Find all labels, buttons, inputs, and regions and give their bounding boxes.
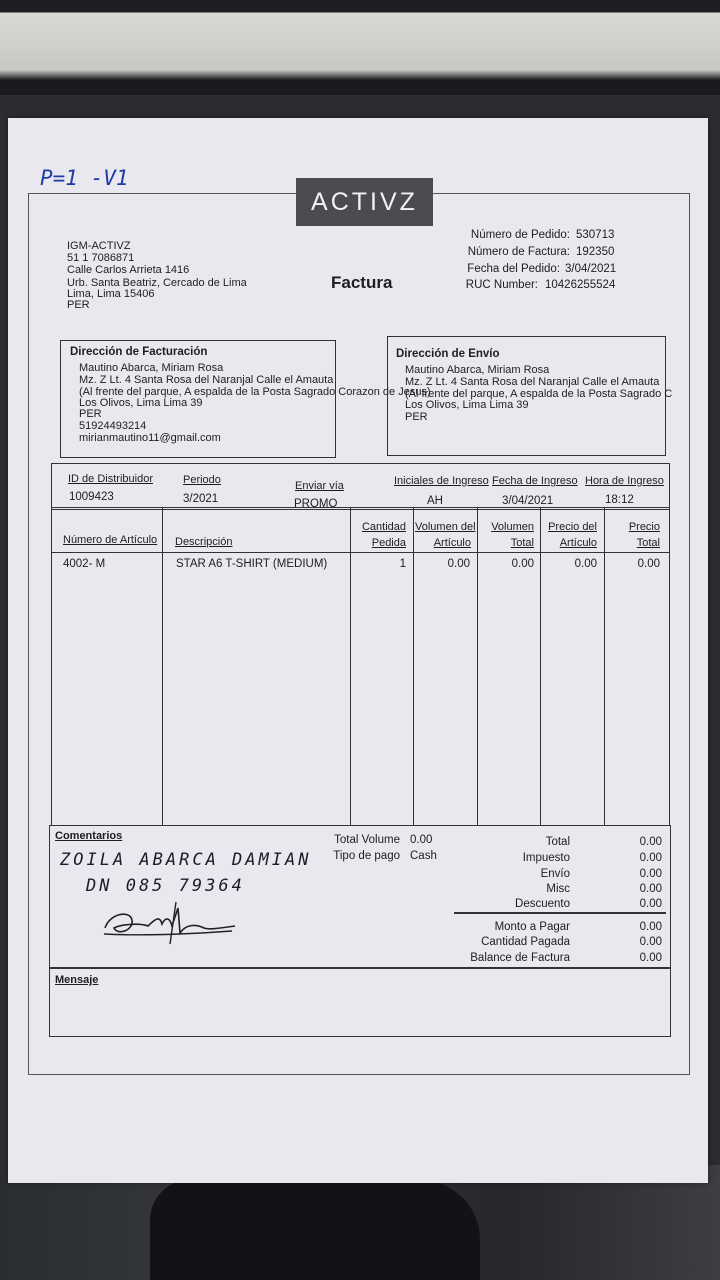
items-table	[51, 507, 670, 826]
col-divider	[413, 507, 414, 826]
shipping-label: Envío	[540, 868, 570, 880]
discount-label: Descuento	[515, 898, 570, 910]
totals-divider	[454, 912, 666, 914]
row-price-article: 0.00	[574, 558, 597, 570]
entry-time: 18:12	[605, 494, 634, 506]
total-volume: 0.00	[410, 834, 433, 846]
col-divider	[540, 507, 541, 826]
handwritten-comment-2: DN 085 79364	[86, 876, 245, 896]
col-header-voltot-2: Total	[510, 537, 534, 549]
entry-time-label: Hora de Ingreso	[585, 475, 664, 487]
payment-type-label: Tipo de pago	[333, 850, 400, 862]
message-label: Mensaje	[55, 974, 99, 986]
col-divider	[162, 507, 163, 826]
row-article: 4002- M	[63, 558, 106, 570]
distributor-label: ID de Distribuidor	[68, 473, 153, 485]
billing-country: PER	[79, 408, 102, 420]
total-label: Total	[545, 836, 570, 848]
shipping-line-2: (Al frente del parque, A espalda de la Posta Sagrado C	[405, 388, 673, 400]
col-header-voltot-1: Volumen	[491, 521, 534, 533]
col-header-article: Número de Artículo	[63, 534, 158, 546]
row-price-total: 0.00	[637, 558, 660, 570]
col-header-volart-1: Volumen del	[415, 521, 476, 533]
shipping-line-1: Mz. Z Lt. 4 Santa Rosa del Naranjal Calle el Amauta	[405, 376, 660, 388]
handwritten-note: P=1 -V1	[40, 166, 129, 190]
period-label: Periodo	[183, 474, 221, 486]
col-header-pricetot-1: Precio	[628, 521, 660, 533]
order-number-label: Número de Pedido:	[470, 229, 570, 241]
col-divider	[350, 507, 351, 826]
row-vol-total: 0.00	[511, 558, 534, 570]
distributor-id: 1009423	[69, 491, 114, 503]
tax-value: 0.00	[639, 852, 662, 864]
billing-name: Mautino Abarca, Miriam Rosa	[79, 362, 224, 374]
billing-line-2: (Al frente del parque, A espalda de la Posta Sagrado Corazon de Jesus)	[79, 386, 431, 398]
shipping-line-3: Los Olivos, Lima Lima 39	[405, 399, 529, 411]
amount-due-label: Monto a Pagar	[494, 921, 570, 933]
items-header-divider	[51, 552, 670, 553]
entry-date: 3/04/2021	[502, 495, 554, 507]
balance-label: Balance de Factura	[470, 952, 570, 964]
invoice-paper	[8, 118, 708, 1183]
row-qty: 1	[399, 558, 406, 570]
col-header-pricetot-2: Total	[636, 537, 660, 549]
amount-paid-label: Cantidad Pagada	[481, 936, 570, 948]
shipping-heading: Dirección de Envío	[396, 348, 500, 360]
company-phone: 51 1 7086871	[67, 252, 135, 264]
entry-date-label: Fecha de Ingreso	[492, 475, 578, 487]
ruc-label: RUC Number:	[465, 279, 538, 291]
row-vol-article: 0.00	[447, 558, 470, 570]
col-header-priceart-1: Precio del	[548, 521, 597, 533]
shipping-value: 0.00	[639, 868, 662, 880]
order-date-label: Fecha del Pedido:	[467, 263, 560, 275]
amount-paid-value: 0.00	[639, 936, 662, 948]
handwritten-comment-1: ZOILA ABARCA DAMIAN	[60, 850, 312, 870]
col-header-priceart-2: Artículo	[559, 537, 597, 549]
invoice-number-label: Número de Factura:	[467, 246, 570, 258]
activz-logo: ACTIVZ	[296, 178, 433, 226]
shipping-country: PER	[405, 411, 428, 423]
ship-via: PROMO	[294, 498, 338, 510]
ship-via-label: Enviar vía	[295, 480, 344, 492]
row-description: STAR A6 T-SHIRT (MEDIUM)	[176, 558, 328, 570]
background-shoe	[150, 1180, 480, 1280]
period: 3/2021	[183, 493, 219, 505]
discount-value: 0.00	[639, 898, 662, 910]
balance-value: 0.00	[639, 952, 662, 964]
col-header-description: Descripción	[175, 536, 233, 548]
col-header-qty-1: Cantidad	[361, 521, 406, 533]
col-header-qty-2: Pedida	[371, 537, 406, 549]
billing-line-1: Mz. Z Lt. 4 Santa Rosa del Naranjal Calle el Amauta	[79, 374, 334, 386]
total-value: 0.00	[639, 836, 662, 848]
col-divider	[477, 507, 478, 826]
payment-type: Cash	[410, 850, 437, 862]
entry-initials-label: Iniciales de Ingreso	[394, 475, 489, 487]
company-address-2: Urb. Santa Beatriz, Cercado de Lima	[67, 277, 247, 289]
ruc-number: 10426255524	[545, 279, 616, 291]
billing-phone: 51924493214	[79, 420, 147, 432]
entry-initials: AH	[427, 495, 443, 507]
document-title: Factura	[331, 273, 393, 292]
misc-label: Misc	[546, 883, 570, 895]
order-date: 3/04/2021	[565, 263, 617, 275]
col-header-volart-2: Artículo	[433, 537, 471, 549]
message-box	[49, 967, 671, 1037]
col-divider	[604, 507, 605, 826]
total-volume-label: Total Volume	[334, 834, 400, 846]
background-desk-top	[0, 0, 720, 95]
company-address-1: Calle Carlos Arrieta 1416	[67, 264, 190, 276]
invoice-number: 192350	[576, 246, 615, 258]
company-address-3: Lima, Lima 15406	[67, 288, 155, 300]
comments-label: Comentarios	[55, 830, 123, 842]
amount-due-value: 0.00	[639, 921, 662, 933]
company-name: IGM-ACTIVZ	[67, 240, 131, 252]
billing-email: mirianmautino11@gmail.com	[79, 432, 221, 444]
billing-line-3: Los Olivos, Lima Lima 39	[79, 397, 203, 409]
shipping-name: Mautino Abarca, Miriam Rosa	[405, 364, 550, 376]
billing-heading: Dirección de Facturación	[70, 346, 208, 358]
misc-value: 0.00	[639, 883, 662, 895]
company-country: PER	[67, 299, 90, 311]
signature-icon	[100, 898, 240, 948]
order-number: 530713	[576, 229, 615, 241]
tax-label: Impuesto	[522, 852, 570, 864]
